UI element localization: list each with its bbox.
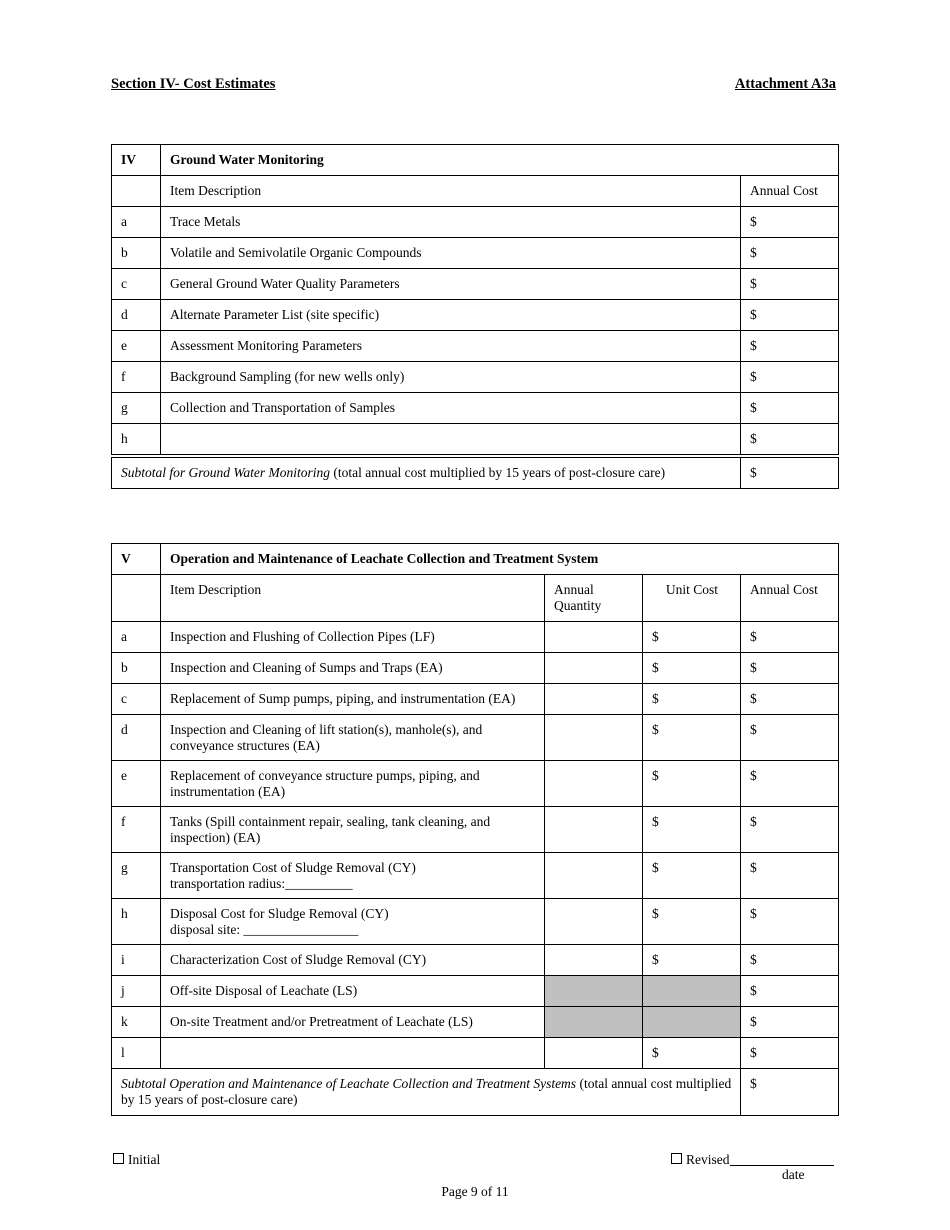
item-description: Trace Metals	[161, 207, 741, 238]
table-row	[112, 238, 839, 269]
annual-cost-cell[interactable]: $	[741, 238, 839, 269]
item-description-line: Inspection and Cleaning of lift station(s), manhole(s), and	[170, 722, 483, 737]
row-letter: b	[112, 238, 161, 269]
table-row	[112, 300, 839, 331]
item-description: Inspection and Flushing of Collection Pipes (LF)	[161, 622, 545, 653]
row-letter: l	[112, 1038, 161, 1069]
table-title-row	[112, 544, 839, 575]
column-header-item: Item Description	[161, 575, 545, 622]
item-description: Inspection and Cleaning of Sumps and Traps (EA)	[161, 653, 545, 684]
subtotal-cost[interactable]: $	[741, 456, 839, 489]
item-description-line: transportation radius:__________	[170, 876, 353, 891]
table-title-row	[112, 145, 839, 176]
subtotal-label-rest: (total annual cost multiplied by 15 years of post-closure care)	[121, 1076, 732, 1107]
row-letter: k	[112, 1007, 161, 1038]
table-row	[112, 807, 839, 853]
initial-checkbox[interactable]	[113, 1153, 124, 1164]
subtotal-row	[112, 1069, 839, 1116]
annual-quantity-cell	[544, 976, 642, 1007]
unit-cost-cell[interactable]: $	[642, 945, 740, 976]
table-row	[112, 207, 839, 238]
item-description-line: Disposal Cost for Sludge Removal (CY)	[170, 906, 389, 921]
annual-cost-cell[interactable]: $	[740, 653, 838, 684]
table-row	[112, 976, 839, 1007]
column-header-annual-cost: Annual Cost	[741, 176, 839, 207]
table-row	[112, 1038, 839, 1069]
row-letter: f	[112, 807, 161, 853]
item-description	[161, 899, 545, 945]
annual-cost-cell[interactable]: $	[740, 684, 838, 715]
item-description: On-site Treatment and/or Pretreatment of Leachate (LS)	[161, 1007, 545, 1038]
ground-water-monitoring-table	[111, 144, 839, 489]
column-header-annual-quantity: Annual Quantity	[544, 575, 642, 622]
column-header-item: Item Description	[161, 176, 741, 207]
item-description: Background Sampling (for new wells only)	[161, 362, 741, 393]
table-row	[112, 899, 839, 945]
row-letter: d	[112, 300, 161, 331]
row-letter: f	[112, 362, 161, 393]
subtotal-label-rest: (total annual cost multiplied by 15 years of post-closure care)	[330, 465, 666, 480]
table-header-row	[112, 176, 839, 207]
item-description: General Ground Water Quality Parameters	[161, 269, 741, 300]
subtotal-label	[112, 456, 741, 489]
annual-quantity-cell[interactable]	[544, 853, 642, 899]
annual-cost-cell[interactable]: $	[740, 761, 838, 807]
item-description	[161, 853, 545, 899]
annual-quantity-cell[interactable]	[544, 715, 642, 761]
row-letter: i	[112, 945, 161, 976]
item-description: Assessment Monitoring Parameters	[161, 331, 741, 362]
annual-cost-cell[interactable]: $	[741, 424, 839, 457]
annual-quantity-cell[interactable]	[544, 807, 642, 853]
item-description	[161, 1038, 545, 1069]
item-description: Replacement of Sump pumps, piping, and instrumentation (EA)	[161, 684, 545, 715]
table-row	[112, 269, 839, 300]
annual-quantity-cell[interactable]	[544, 1038, 642, 1069]
annual-cost-cell[interactable]: $	[740, 853, 838, 899]
annual-cost-cell[interactable]: $	[741, 393, 839, 424]
row-letter: b	[112, 653, 161, 684]
table-row	[112, 362, 839, 393]
annual-quantity-cell[interactable]	[544, 761, 642, 807]
annual-cost-cell[interactable]: $	[740, 715, 838, 761]
table-header-row	[112, 575, 839, 622]
row-letter: g	[112, 393, 161, 424]
row-letter: g	[112, 853, 161, 899]
unit-cost-cell[interactable]: $	[642, 1038, 740, 1069]
subtotal-label-italic: Subtotal for Ground Water Monitoring	[121, 465, 331, 480]
item-description: Characterization Cost of Sludge Removal (CY)	[161, 945, 545, 976]
annual-cost-cell[interactable]: $	[741, 362, 839, 393]
row-letter: c	[112, 269, 161, 300]
unit-cost-cell[interactable]: $	[642, 653, 740, 684]
annual-cost-cell[interactable]: $	[740, 807, 838, 853]
annual-cost-cell[interactable]: $	[741, 331, 839, 362]
page-number: Page 9 of 11	[441, 1184, 509, 1199]
row-letter: c	[112, 684, 161, 715]
section-title: Ground Water Monitoring	[161, 145, 839, 176]
row-letter: a	[112, 622, 161, 653]
unit-cost-cell[interactable]: $	[642, 761, 740, 807]
annual-cost-cell[interactable]: $	[740, 976, 838, 1007]
table-row	[112, 331, 839, 362]
table-row	[112, 1007, 839, 1038]
subtotal-row	[112, 456, 839, 489]
annual-cost-cell[interactable]: $	[740, 1007, 838, 1038]
table-row	[112, 653, 839, 684]
table-row	[112, 393, 839, 424]
revised-label: Revised	[686, 1152, 730, 1167]
item-description-line: Transportation Cost of Sludge Removal (CY)	[170, 860, 416, 875]
section-heading: Section IV- Cost Estimates	[111, 76, 276, 92]
column-header-unit-cost: Unit Cost	[642, 575, 740, 622]
section-title: Operation and Maintenance of Leachate Collection and Treatment System	[161, 544, 839, 575]
initial-option[interactable]	[113, 1152, 160, 1168]
row-letter: j	[112, 976, 161, 1007]
annual-quantity-cell[interactable]	[544, 899, 642, 945]
annual-cost-cell[interactable]: $	[741, 269, 839, 300]
item-description: Volatile and Semivolatile Organic Compounds	[161, 238, 741, 269]
item-description-line: Tanks (Spill containment repair, sealing, tank cleaning, and	[170, 814, 491, 829]
annual-cost-cell[interactable]: $	[740, 945, 838, 976]
item-description	[161, 761, 545, 807]
item-description: Collection and Transportation of Samples	[161, 393, 741, 424]
subtotal-label	[112, 1069, 741, 1116]
unit-cost-cell[interactable]: $	[642, 899, 740, 945]
table-row	[112, 761, 839, 807]
row-letter: h	[112, 424, 161, 457]
item-description: Off-site Disposal of Leachate (LS)	[161, 976, 545, 1007]
section-number: V	[112, 544, 161, 575]
table-row	[112, 945, 839, 976]
attachment-heading: Attachment A3a	[734, 76, 836, 92]
initial-label: Initial	[128, 1152, 161, 1167]
date-caption: date	[782, 1167, 805, 1182]
row-letter: d	[112, 715, 161, 761]
item-description	[161, 715, 545, 761]
table-row	[112, 424, 839, 457]
revised-checkbox[interactable]	[671, 1153, 682, 1164]
revised-date-line[interactable]	[730, 1152, 834, 1166]
table-row	[112, 853, 839, 899]
annual-cost-cell[interactable]: $	[740, 622, 838, 653]
item-description	[161, 807, 545, 853]
annual-quantity-cell[interactable]	[544, 653, 642, 684]
annual-quantity-cell[interactable]	[544, 684, 642, 715]
row-letter: e	[112, 761, 161, 807]
table-row	[112, 622, 839, 653]
unit-cost-cell[interactable]: $	[642, 684, 740, 715]
empty-cell	[112, 176, 161, 207]
row-letter: h	[112, 899, 161, 945]
item-description: Alternate Parameter List (site specific)	[161, 300, 741, 331]
annual-cost-cell[interactable]: $	[740, 1038, 838, 1069]
annual-quantity-cell[interactable]	[544, 622, 642, 653]
annual-quantity-cell	[544, 1007, 642, 1038]
subtotal-label-italic: Subtotal Operation and Maintenance of Leachate Collection and Treatment Systems	[121, 1076, 577, 1091]
row-letter: e	[112, 331, 161, 362]
unit-cost-cell[interactable]: $	[642, 853, 740, 899]
annual-quantity-cell[interactable]	[544, 945, 642, 976]
item-description-line: instrumentation (EA)	[170, 784, 286, 799]
item-description-line: Replacement of conveyance structure pumps, piping, and	[170, 768, 480, 783]
row-letter: a	[112, 207, 161, 238]
revised-option[interactable]	[671, 1152, 834, 1168]
empty-cell	[112, 575, 161, 622]
column-header-annual-cost: Annual Cost	[740, 575, 838, 622]
section-number: IV	[112, 145, 161, 176]
unit-cost-cell	[642, 1007, 740, 1038]
item-description-line: conveyance structures (EA)	[170, 738, 320, 753]
annual-cost-cell[interactable]: $	[740, 899, 838, 945]
unit-cost-cell	[642, 976, 740, 1007]
table-row	[112, 715, 839, 761]
item-description-line: disposal site: _________________	[170, 922, 359, 937]
annual-cost-cell[interactable]: $	[741, 207, 839, 238]
item-description-line: inspection) (EA)	[170, 830, 261, 845]
unit-cost-cell[interactable]: $	[642, 622, 740, 653]
leachate-om-table	[111, 543, 839, 1116]
table-row	[112, 684, 839, 715]
subtotal-cost[interactable]: $	[740, 1069, 838, 1116]
item-description	[161, 424, 741, 457]
unit-cost-cell[interactable]: $	[642, 715, 740, 761]
annual-cost-cell[interactable]: $	[741, 300, 839, 331]
unit-cost-cell[interactable]: $	[642, 807, 740, 853]
